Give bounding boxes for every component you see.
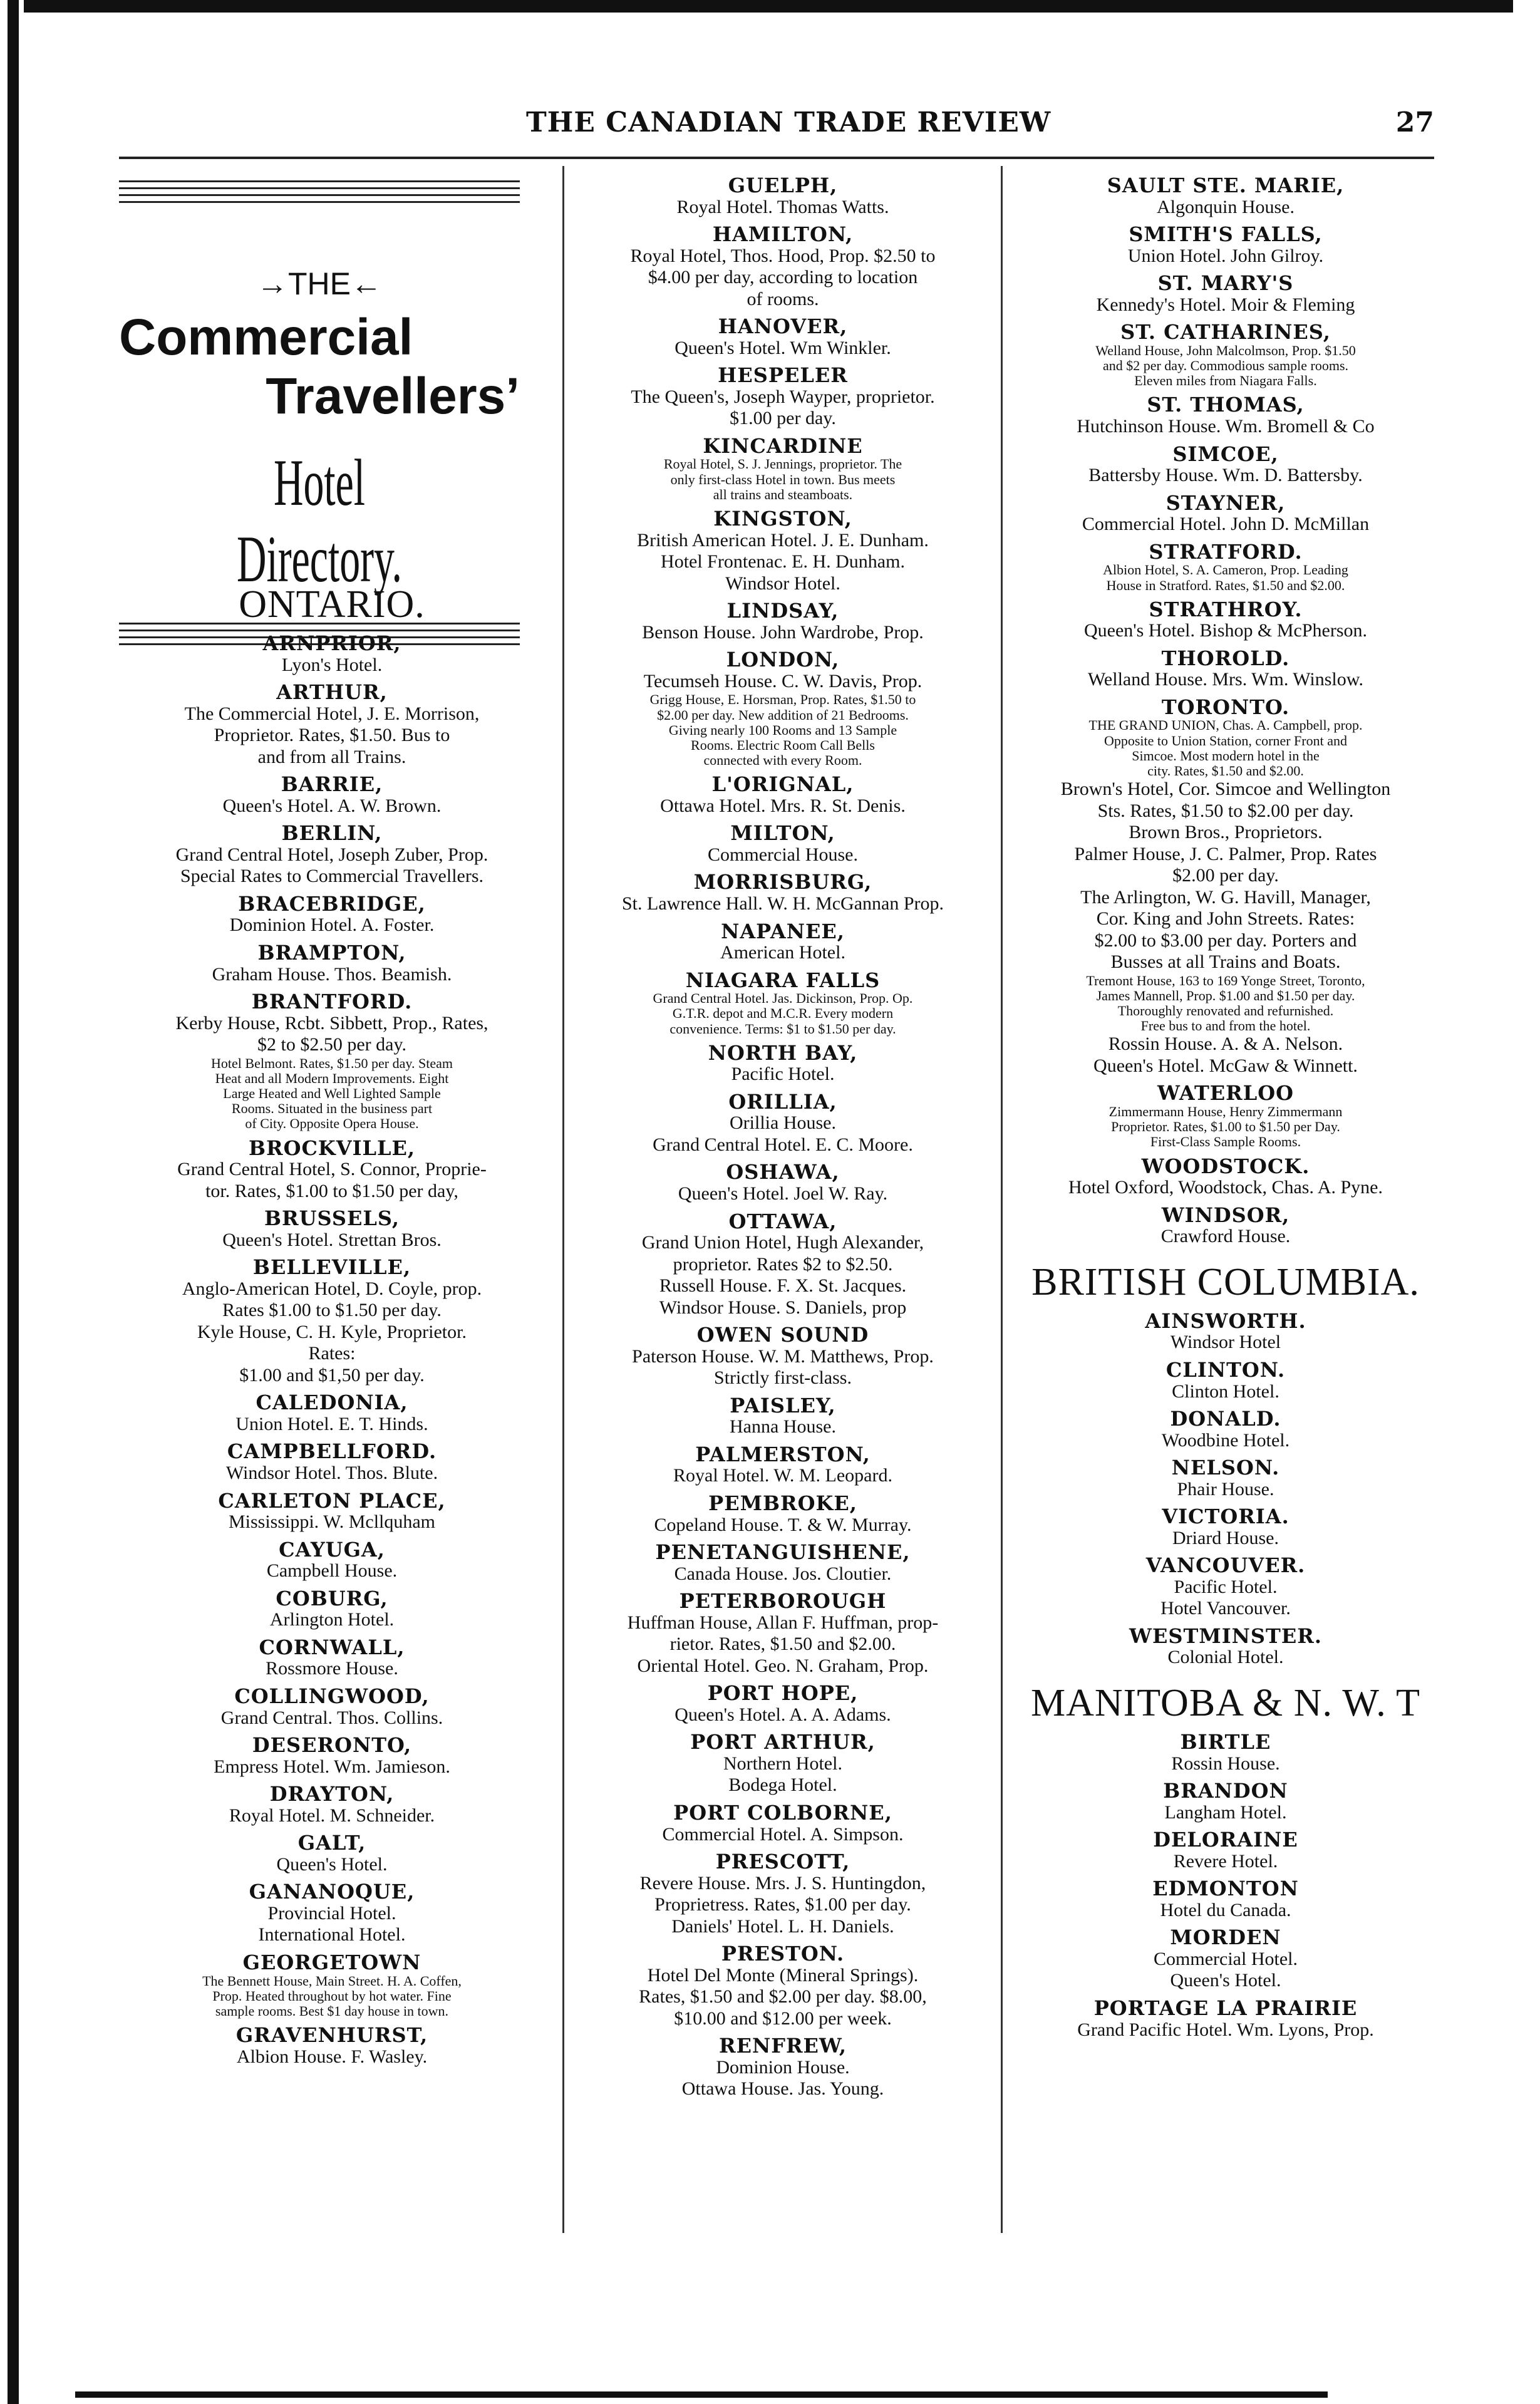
hotel-listing: Algonquin House. xyxy=(1157,196,1295,217)
hotel-listing: tor. Rates, $1.00 to $1.50 per day, xyxy=(205,1180,458,1201)
hotel-listing: Driard House. xyxy=(1172,1527,1279,1548)
hotel-listing: Queen's Hotel. A. A. Adams. xyxy=(674,1704,891,1725)
town-heading: DONALD. xyxy=(1170,1407,1281,1431)
hotel-listing: Grand Union Hotel, Hugh Alexander, xyxy=(641,1232,924,1253)
hotel-listing: St. Lawrence Hall. W. H. McGannan Prop. xyxy=(621,893,944,914)
town-heading: BELLEVILLE, xyxy=(252,1255,411,1280)
hotel-listing: Busses at all Trains and Boats. xyxy=(1110,951,1341,973)
town-heading: SMITH'S FALLS, xyxy=(1129,222,1323,247)
town-heading: GALT, xyxy=(297,1831,366,1855)
hotel-listing: Windsor Hotel xyxy=(1170,1332,1281,1353)
listing-fineprint: THE GRAND UNION, Chas. A. Campbell, prop. xyxy=(1088,717,1363,733)
hotel-listing: $4.00 per day, according to location xyxy=(648,267,918,288)
hotel-listing: $2.00 to $3.00 per day. Porters and xyxy=(1094,930,1357,951)
town-heading: WATERLOO xyxy=(1157,1081,1294,1106)
hotel-listing: rietor. Rates, $1.50 and $2.00. xyxy=(669,1634,896,1655)
listing-fineprint: Rooms. Electric Room Call Bells xyxy=(691,737,875,753)
town-heading: COLLINGWOOD, xyxy=(234,1684,430,1708)
hotel-listing: Arlington Hotel. xyxy=(269,1609,395,1630)
listing-fineprint: Rooms. Situated in the business part xyxy=(231,1101,433,1117)
town-heading: PENETANGUISHENE, xyxy=(655,1540,911,1565)
listing-fineprint: $2.00 per day. New addition of 21 Bedrooms. xyxy=(657,707,909,723)
hotel-listing: Commercial Hotel. John D. McMillan xyxy=(1082,514,1370,535)
town-heading: BRANTFORD. xyxy=(251,990,413,1014)
listing-fineprint: Large Heated and Well Lighted Sample xyxy=(223,1085,441,1102)
hotel-listing: Queen's Hotel. xyxy=(276,1853,388,1875)
hotel-listing: Royal Hotel. M. Schneider. xyxy=(229,1805,435,1826)
masthead-commercial: Commercial xyxy=(119,309,413,366)
hotel-listing: Revere House. Mrs. J. S. Huntingdon, xyxy=(639,1872,926,1894)
town-heading: PORT HOPE, xyxy=(707,1681,859,1706)
hotel-listing: Lyon's Hotel. xyxy=(281,654,383,675)
hotel-listing: $1.00 and $1,50 per day. xyxy=(239,1364,425,1386)
hotel-listing: $10.00 and $12.00 per week. xyxy=(674,2008,892,2029)
hotel-listing: Proprietor. Rates, $1.50. Bus to xyxy=(214,725,450,746)
hotel-listing: Rossmore House. xyxy=(266,1658,398,1679)
town-heading: CAYUGA, xyxy=(279,1537,385,1562)
hotel-listing: Rossin House. xyxy=(1171,1753,1280,1774)
hotel-listing: Brown's Hotel, Cor. Simcoe and Wellington xyxy=(1060,779,1391,800)
town-heading: MORDEN xyxy=(1170,1925,1281,1950)
town-heading: STRATFORD. xyxy=(1149,539,1303,564)
hotel-listing: Pacific Hotel. xyxy=(1174,1576,1278,1597)
town-heading: THOROLD. xyxy=(1161,646,1290,670)
hotel-listing: The Arlington, W. G. Havill, Manager, xyxy=(1080,886,1371,908)
hotel-listing: Royal Hotel. W. M. Leopard. xyxy=(673,1465,892,1486)
hotel-listing: International Hotel. xyxy=(258,1924,406,1945)
town-heading: ARNPRIOR, xyxy=(262,631,401,655)
town-heading: OSHAWA, xyxy=(726,1160,840,1184)
town-heading: NELSON. xyxy=(1171,1456,1280,1480)
hotel-listing: $2 to $2.50 per day. xyxy=(257,1034,406,1055)
town-heading: BRUSSELS, xyxy=(264,1206,400,1231)
listing-fineprint: Opposite to Union Station, corner Front and xyxy=(1103,732,1347,749)
hotel-listing: Provincial Hotel. xyxy=(267,1902,396,1924)
hotel-listing: Welland House. Mrs. Wm. Winslow. xyxy=(1088,669,1363,690)
hotel-listing: Windsor Hotel. Thos. Blute. xyxy=(225,1463,438,1484)
town-heading: PRESTON. xyxy=(721,1942,845,1966)
hotel-listing: Palmer House, J. C. Palmer, Prop. Rates xyxy=(1074,843,1377,864)
hotel-listing: Union Hotel. E. T. Hinds. xyxy=(235,1413,428,1434)
listing-fineprint: The Bennett House, Main Street. H. A. Coffen, xyxy=(202,1972,462,1989)
town-heading: STAYNER, xyxy=(1165,490,1286,515)
town-heading: SIMCOE, xyxy=(1172,442,1279,466)
hotel-listing: Kyle House, C. H. Kyle, Proprietor. xyxy=(197,1321,467,1342)
hotel-listing: Windsor Hotel. xyxy=(725,573,840,594)
listing-fineprint: and $2 per day. Commodious sample rooms. xyxy=(1102,358,1349,374)
town-heading: MILTON, xyxy=(730,821,835,846)
hotel-listing: Queen's Hotel. xyxy=(1170,1970,1281,1991)
hotel-listing: Strictly first-class. xyxy=(714,1367,852,1389)
hotel-listing: Crawford House. xyxy=(1160,1226,1291,1247)
town-heading: L'ORIGNAL, xyxy=(711,772,854,797)
town-heading: WESTMINSTER. xyxy=(1129,1624,1322,1648)
town-heading: WOODSTOCK. xyxy=(1141,1154,1310,1178)
hotel-listing: American Hotel. xyxy=(720,942,845,963)
hotel-listing: Kennedy's Hotel. Moir & Fleming xyxy=(1096,294,1355,315)
listing-fineprint: Tremont House, 163 to 169 Yonge Street, Toronto, xyxy=(1086,972,1365,988)
hotel-listing: Revere Hotel. xyxy=(1173,1850,1278,1872)
hotel-listing: Russell House. F. X. St. Jacques. xyxy=(659,1275,907,1297)
hotel-listing: The Queen's, Joseph Wayper, proprietor. xyxy=(631,386,935,407)
town-heading: LINDSAY, xyxy=(726,599,839,623)
hotel-listing: Queen's Hotel. Joel W. Ray. xyxy=(678,1183,888,1205)
town-heading: PORT ARTHUR, xyxy=(690,1730,876,1754)
listing-fineprint: Zimmermann House, Henry Zimmermann xyxy=(1108,1104,1343,1120)
town-heading: ARTHUR, xyxy=(276,680,388,705)
hotel-listing: Ottawa House. Jas. Young. xyxy=(681,2078,884,2100)
hotel-listing: Graham House. Thos. Beamish. xyxy=(212,963,452,985)
town-heading: ST. MARY'S xyxy=(1157,271,1294,296)
listing-fineprint: Grigg House, E. Horsman, Prop. Rates, $1.50 to xyxy=(649,692,916,708)
listing-fineprint: Welland House, John Malcolmson, Prop. $1.50 xyxy=(1095,342,1356,358)
hotel-listing: Hutchinson House. Wm. Bromell & Co xyxy=(1077,416,1375,437)
town-heading: BRACEBRIDGE, xyxy=(238,891,426,916)
left-border xyxy=(8,0,19,2404)
hotel-listing: Clinton Hotel. xyxy=(1172,1381,1279,1402)
town-heading: RENFREW, xyxy=(718,2034,847,2058)
hotel-listing: Rates $1.00 to $1.50 per day. xyxy=(222,1300,442,1321)
hotel-listing: Grand Central. Thos. Collins. xyxy=(220,1707,443,1728)
town-heading: WINDSOR, xyxy=(1161,1203,1290,1227)
hotel-listing: Empress Hotel. Wm. Jamieson. xyxy=(214,1756,450,1777)
town-heading: NIAGARA FALLS xyxy=(685,968,881,992)
masthead-travellers: Travellers’ xyxy=(266,368,520,425)
masthead-hotel-directory: Hotel Directory. xyxy=(237,446,402,596)
hotel-listing: Canada House. Jos. Cloutier. xyxy=(674,1563,892,1584)
hotel-listing: proprietor. Rates $2 to $2.50. xyxy=(673,1253,893,1275)
town-heading: GRAVENHURST, xyxy=(235,2023,428,2048)
town-heading: COBURG, xyxy=(276,1586,388,1610)
town-heading: CALEDONIA, xyxy=(256,1391,408,1415)
hotel-listing: $1.00 per day. xyxy=(730,408,836,429)
header-rule xyxy=(119,157,1434,159)
town-heading: PORTAGE LA PRAIRIE xyxy=(1093,1996,1358,2020)
hotel-listing: Hotel Oxford, Woodstock, Chas. A. Pyne. xyxy=(1068,1177,1383,1198)
town-heading: PORT COLBORNE, xyxy=(673,1800,892,1825)
hotel-listing: Ottawa Hotel. Mrs. R. St. Denis. xyxy=(660,795,906,816)
hotel-listing: Queen's Hotel. McGaw & Winnett. xyxy=(1093,1055,1358,1076)
listing-fineprint: sample rooms. Best $1 day house in town. xyxy=(215,2002,449,2019)
town-heading: NAPANEE, xyxy=(721,919,845,943)
bottom-border xyxy=(75,2391,1328,2398)
hotel-listing: and from all Trains. xyxy=(257,746,406,767)
town-heading: SAULT STE. MARIE, xyxy=(1107,174,1345,197)
hotel-listing: Oriental Hotel. Geo. N. Graham, Prop. xyxy=(637,1655,929,1676)
listing-fineprint: only first-class Hotel in town. Bus meets xyxy=(670,471,896,487)
top-border xyxy=(24,0,1513,13)
town-heading: STRATHROY. xyxy=(1149,597,1303,621)
hotel-listing: Commercial House. xyxy=(708,844,858,865)
hotel-listing: Campbell House. xyxy=(266,1560,398,1582)
hotel-listing: Grand Central Hotel, Joseph Zuber, Prop. xyxy=(175,844,488,865)
listing-fineprint: of City. Opposite Opera House. xyxy=(245,1116,419,1132)
town-heading: TORONTO. xyxy=(1161,695,1290,719)
hotel-listing: Huffman House, Allan F. Huffman, prop- xyxy=(627,1612,939,1633)
town-heading: PEMBROKE, xyxy=(708,1491,857,1515)
hotel-listing: Pacific Hotel. xyxy=(731,1064,835,1085)
hotel-listing: Dominion House. xyxy=(716,2056,850,2078)
town-heading: BIRTLE xyxy=(1180,1729,1271,1754)
hotel-listing: Hotel Vancouver. xyxy=(1160,1598,1291,1619)
hotel-listing: Copeland House. T. & W. Murray. xyxy=(654,1514,912,1535)
hotel-listing: Northern Hotel. xyxy=(723,1753,842,1774)
town-heading: OWEN SOUND xyxy=(696,1323,869,1347)
town-heading: BROCKVILLE, xyxy=(248,1136,416,1160)
town-heading: CORNWALL, xyxy=(259,1635,405,1659)
hotel-listing: Grand Central Hotel. E. C. Moore. xyxy=(653,1134,913,1155)
town-heading: PETERBOROUGH xyxy=(679,1589,887,1614)
town-heading: HESPELER xyxy=(718,363,848,388)
hotel-listing: Hotel du Canada. xyxy=(1160,1899,1291,1920)
hotel-listing: Albion House. F. Wasley. xyxy=(236,2046,428,2067)
hotel-listing: Rates, $1.50 and $2.00 per day. $8.00, xyxy=(639,1986,927,2008)
column-3 xyxy=(1010,169,1442,2041)
hotel-listing: Anglo-American Hotel, D. Coyle, prop. xyxy=(182,1278,482,1299)
listing-fineprint: Proprietor. Rates, $1.00 to $1.50 per Day. xyxy=(1111,1119,1340,1135)
town-heading: LONDON, xyxy=(726,648,840,672)
town-heading: GEORGETOWN xyxy=(242,1950,421,1974)
hotel-listing: Rates: xyxy=(308,1343,356,1364)
listing-fineprint: Thoroughly renovated and refurnished. xyxy=(1117,1003,1334,1019)
province-heading: MANITOBA & N. W. T xyxy=(1030,1681,1420,1724)
listing-fineprint: Hotel Belmont. Rates, $1.50 per day. Steam xyxy=(211,1055,453,1071)
hotel-listing: Tecumseh House. C. W. Davis, Prop. xyxy=(643,670,922,692)
column-2 xyxy=(573,169,993,2100)
column-1 xyxy=(113,570,551,2068)
town-heading: NORTH BAY, xyxy=(708,1040,858,1065)
page-header xyxy=(106,106,1434,150)
town-heading: BARRIE, xyxy=(281,772,383,797)
town-heading: CAMPBELLFORD. xyxy=(227,1439,437,1464)
listing-fineprint: Albion Hotel, S. A. Cameron, Prop. Leading xyxy=(1103,562,1348,578)
town-heading: MORRISBURG, xyxy=(693,870,872,894)
town-heading: PALMERSTON, xyxy=(695,1442,871,1466)
town-heading: OTTAWA, xyxy=(728,1209,837,1233)
town-heading: PAISLEY, xyxy=(730,1393,836,1417)
town-heading: ST. CATHARINES, xyxy=(1120,320,1331,345)
province-heading: ONTARIO. xyxy=(239,583,425,626)
page-number: 27 xyxy=(1395,106,1434,138)
town-heading: HANOVER, xyxy=(718,314,848,339)
listing-fineprint: First-Class Sample Rooms. xyxy=(1150,1134,1301,1150)
listing-fineprint: Heat and all Modern Improvements. Eight xyxy=(215,1070,449,1086)
hotel-listing: Queen's Hotel. Strettan Bros. xyxy=(222,1229,442,1250)
town-heading: DELORAINE xyxy=(1153,1828,1298,1852)
hotel-listing: The Commercial Hotel, J. E. Morrison, xyxy=(184,703,480,724)
hotel-listing: Woodbine Hotel. xyxy=(1161,1429,1290,1451)
masthead-the: →THE← xyxy=(257,266,382,301)
hotel-listing: Windsor House. S. Daniels, prop xyxy=(659,1297,907,1318)
listing-fineprint: House in Stratford. Rates, $1.50 and $2.00. xyxy=(1106,577,1345,593)
hotel-listing: Cor. King and John Streets. Rates: xyxy=(1096,908,1355,930)
hotel-listing: $2.00 per day. xyxy=(1172,865,1279,886)
town-heading: HAMILTON, xyxy=(712,222,854,247)
hotel-listing: Grand Pacific Hotel. Wm. Lyons, Prop. xyxy=(1077,2019,1374,2040)
listing-fineprint: Prop. Heated throughout by hot water. Fine xyxy=(212,1987,452,2004)
hotel-listing: Queen's Hotel. A. W. Brown. xyxy=(222,795,442,816)
hotel-listing: Hotel Frontenac. E. H. Dunham. xyxy=(661,551,905,573)
hotel-listing: Hotel Del Monte (Mineral Springs). xyxy=(647,1964,919,1986)
hotel-listing: Royal Hotel. Thomas Watts. xyxy=(676,196,889,217)
town-heading: CARLETON PLACE, xyxy=(218,1488,446,1513)
hotel-listing: Proprietress. Rates, $1.00 per day. xyxy=(654,1894,911,1915)
listing-fineprint: connected with every Room. xyxy=(703,752,862,769)
listing-fineprint: Giving nearly 100 Rooms and 13 Sample xyxy=(668,722,897,738)
town-heading: BERLIN, xyxy=(281,821,383,846)
listing-fineprint: James Mannell, Prop. $1.00 and $1.50 per day. xyxy=(1096,987,1355,1003)
hotel-listing: Commercial Hotel. xyxy=(1154,1948,1298,1969)
listing-fineprint: Simcoe. Most modern hotel in the xyxy=(1132,747,1320,764)
hotel-listing: Bodega Hotel. xyxy=(728,1775,837,1796)
hotel-listing: Commercial Hotel. A. Simpson. xyxy=(662,1823,904,1845)
town-heading: GANANOQUE, xyxy=(249,1880,415,1904)
town-heading: DESERONTO, xyxy=(252,1733,412,1758)
hotel-listing: Brown Bros., Proprietors. xyxy=(1129,822,1323,843)
listing-fineprint: all trains and steamboats. xyxy=(713,486,853,502)
column-divider-1 xyxy=(562,166,564,2233)
town-heading: BRANDON xyxy=(1163,1779,1288,1803)
hotel-listing: Queen's Hotel. Wm Winkler. xyxy=(674,337,891,358)
hotel-listing: Langham Hotel. xyxy=(1164,1801,1287,1823)
hotel-listing: Phair House. xyxy=(1177,1478,1274,1500)
listing-fineprint: Free bus to and from the hotel. xyxy=(1140,1018,1311,1034)
listing-fineprint: city. Rates, $1.50 and $2.00. xyxy=(1147,763,1304,779)
hotel-listing: Sts. Rates, $1.50 to $2.00 per day. xyxy=(1097,800,1354,821)
hotel-listing: Benson House. John Wardrobe, Prop. xyxy=(642,621,924,643)
hotel-listing: Queen's Hotel. Bishop & McPherson. xyxy=(1083,620,1368,641)
column-divider-2 xyxy=(1001,166,1003,2233)
town-heading: PRESCOTT, xyxy=(715,1850,850,1873)
hotel-listing: Daniels' Hotel. L. H. Daniels. xyxy=(671,1915,894,1937)
page-title: THE CANADIAN TRADE REVIEW xyxy=(526,106,1052,138)
hotel-listing: Paterson House. W. M. Matthews, Prop. xyxy=(632,1345,934,1367)
listing-fineprint: convenience. Terms: $1 to $1.50 per day. xyxy=(669,1020,896,1037)
town-heading: DRAYTON, xyxy=(269,1782,395,1806)
town-heading: ST. THOMAS, xyxy=(1147,393,1305,417)
hotel-listing: Colonial Hotel. xyxy=(1167,1647,1284,1668)
hotel-listing: Mississippi. W. Mcllquham xyxy=(228,1511,436,1533)
town-heading: ORILLIA, xyxy=(728,1089,837,1114)
hotel-listing: of rooms. xyxy=(747,288,819,309)
town-heading: VANCOUVER. xyxy=(1145,1553,1306,1578)
listing-fineprint: Royal Hotel, S. J. Jennings, proprietor. The xyxy=(663,456,902,472)
town-heading: AINSWORTH. xyxy=(1145,1308,1306,1333)
hotel-listing: Dominion Hotel. A. Foster. xyxy=(229,914,435,936)
town-heading: EDMONTON xyxy=(1152,1877,1299,1901)
town-heading: KINCARDINE xyxy=(703,433,863,458)
town-heading: GUELPH, xyxy=(728,174,838,197)
listing-fineprint: G.T.R. depot and M.C.R. Every modern xyxy=(672,1005,894,1022)
hotel-listing: Grand Central Hotel, S. Connor, Proprie- xyxy=(177,1159,487,1180)
hotel-listing: Kerby House, Rcbt. Sibbett, Prop., Rates, xyxy=(175,1012,488,1034)
hotel-listing: Orillia House. xyxy=(730,1112,836,1134)
town-heading: VICTORIA. xyxy=(1162,1505,1289,1529)
hotel-listing: Union Hotel. John Gilroy. xyxy=(1127,245,1324,266)
province-heading: BRITISH COLUMBIA. xyxy=(1031,1260,1420,1303)
hotel-listing: Special Rates to Commercial Travellers. xyxy=(180,866,484,887)
hotel-listing: Hanna House. xyxy=(730,1416,836,1438)
town-heading: CLINTON. xyxy=(1165,1357,1286,1382)
hotel-listing: Royal Hotel, Thos. Hood, Prop. $2.50 to xyxy=(630,245,936,266)
listing-fineprint: Eleven miles from Niagara Falls. xyxy=(1134,373,1317,389)
hotel-listing: British American Hotel. J. E. Dunham. xyxy=(637,529,929,551)
town-heading: BRAMPTON, xyxy=(257,940,406,965)
hotel-listing: Battersby House. Wm. D. Battersby. xyxy=(1088,465,1363,486)
town-heading: KINGSTON, xyxy=(713,507,852,531)
hotel-listing: Rossin House. A. & A. Nelson. xyxy=(1108,1034,1343,1055)
listing-fineprint: Grand Central Hotel. Jas. Dickinson, Prop. Op. xyxy=(653,990,913,1007)
